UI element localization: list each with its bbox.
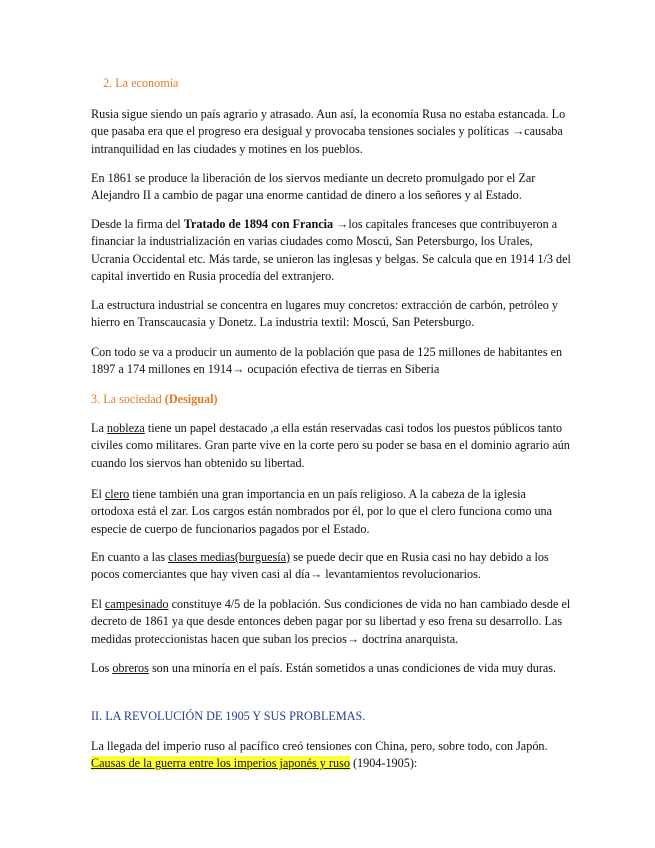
underlined-term: clero xyxy=(104,487,130,501)
paragraph-text-after: ocupación efectiva de tierras en Siberia xyxy=(244,362,440,377)
paragraph-text-after: los capitales franceses que contribuyeron a financiar la industrialización en varias ciudades como Moscú, San Petersburgo, los Urales, Ucrania Occidental etc. Más tarde, se unieron las inglesas y belgas. Se calcula que en 1914 1/3 del capital invertido en Rusia procedía del extranjero. xyxy=(91,217,571,284)
underlined-term: campesinado xyxy=(104,597,169,611)
section-title-bold: (Desigual) xyxy=(164,392,218,406)
paragraph-text: La llegada del imperio ruso al pacífico creó tensiones con China, pero, sobre todo, con Japón. xyxy=(91,739,548,753)
underlined-term: clases medias(burguesía) xyxy=(168,550,291,564)
paragraph-text: Rusia sigue siendo un país agrario y atrasado. Aun así, la economía Rusa no estaba estancada. Lo que pasaba era que el progreso era desigual y provocaba tensiones sociales y políticas xyxy=(91,107,566,139)
right-arrow-icon: → xyxy=(512,124,525,139)
paragraph-text-after: doctrina anarquista. xyxy=(359,631,459,646)
underlined-term: nobleza xyxy=(106,421,145,435)
paragraph-text: son una minoría en el país. Están sometidos a unas condiciones de vida muy duras. xyxy=(148,661,557,675)
paragraph-text: constituye 4/5 de la población. Sus condiciones de vida no han cambiado desde el decreto de 1861 ya que desde entonces deben pagar por su libertad y eso frena su desarrollo. Las medidas proteccionistas hacen que suban los precios xyxy=(91,597,571,646)
paragraph-imperio-pacifico xyxy=(91,738,571,773)
paragraph-text-after: causaba intranquilidad en las ciudades y motines en los pueblos. xyxy=(91,124,563,156)
paragraph-liberacion-siervos xyxy=(91,170,571,205)
paragraph-text: se puede decir que en Rusia casi no hay debido a los pocos comerciantes que hay viven casi al día xyxy=(91,550,549,582)
paragraph-clases-medias xyxy=(91,549,571,584)
right-arrow-icon: → xyxy=(309,567,323,582)
right-arrow-icon: → xyxy=(346,631,360,646)
paragraph-estructura-industrial xyxy=(91,297,571,332)
section-heading-sociedad xyxy=(91,391,571,408)
section-heading-economia xyxy=(103,75,583,92)
section-number: 3. xyxy=(91,392,101,406)
section-number: 2. xyxy=(103,76,113,90)
right-arrow-icon: → xyxy=(336,217,349,231)
paragraph-obreros xyxy=(91,660,571,677)
paragraph-text: En 1861 se produce la liberación de los siervos mediante un decreto promulgado por el Zar Alejandro II a cambio de pagar una enorme cantidad de dinero a los señores y al Estado. xyxy=(91,171,536,203)
paragraph-text: Con todo se va a producir un aumento de la población que pasa de 125 millones de habitantes en 1897 a 174 millones en 1914 xyxy=(91,345,563,377)
paragraph-text-pre: El xyxy=(91,597,105,611)
section-title: II. LA REVOLUCIÓN DE 1905 Y SUS PROBLEMAS. xyxy=(91,709,366,723)
section-title: La sociedad xyxy=(103,392,162,406)
highlighted-link[interactable]: Causas de la guerra entre los imperios japonés y ruso xyxy=(91,756,350,771)
paragraph-campesinado xyxy=(91,596,571,648)
paragraph-text: La estructura industrial se concentra en lugares muy concretos: extracción de carbón, petróleo y hierro en Transcaucasia y Donetz. La industria textil: Moscú, San Petersburgo. xyxy=(91,298,558,330)
paragraph-text: tiene un papel destacado ,a ella están reservadas casi todos los puestos públicos tanto civiles como militares. Gran parte vive en la corte pero su poder se basa en el dominio agrario aún cuando los siervos han obtenido su libertad. xyxy=(91,421,570,470)
paragraph-text-pre: En cuanto a las xyxy=(91,550,169,564)
underlined-term: obreros xyxy=(112,661,149,675)
paragraph-text-pre: La xyxy=(91,421,107,435)
paragraph-clero xyxy=(91,486,571,538)
section-heading-revolucion-1905 xyxy=(91,708,571,725)
right-arrow-icon: → xyxy=(232,362,245,377)
paragraph-text-pre: Los xyxy=(91,661,113,675)
paragraph-text-after: levantamientos revolucionarios. xyxy=(322,567,481,582)
paragraph-tratado-francia xyxy=(91,216,571,286)
paragraph-nobleza xyxy=(91,420,571,472)
paragraph-economia-intro xyxy=(91,106,571,158)
paragraph-poblacion xyxy=(91,344,571,379)
paragraph-text-after: (1904-1905): xyxy=(349,756,418,771)
paragraph-text: tiene también una gran importancia en un país religioso. A la cabeza de la iglesia ortodoxa está el zar. Los cargos están nombrados por él, por lo que el clero funciona como una especie de cuerpo de funcionarios pagados por el Estado. xyxy=(91,487,553,536)
paragraph-text-pre: Desde la firma del xyxy=(91,217,184,231)
paragraph-text-pre: El xyxy=(91,487,105,501)
section-title: La economía xyxy=(115,76,179,90)
bold-term: Tratado de 1894 con Francia xyxy=(183,217,334,231)
